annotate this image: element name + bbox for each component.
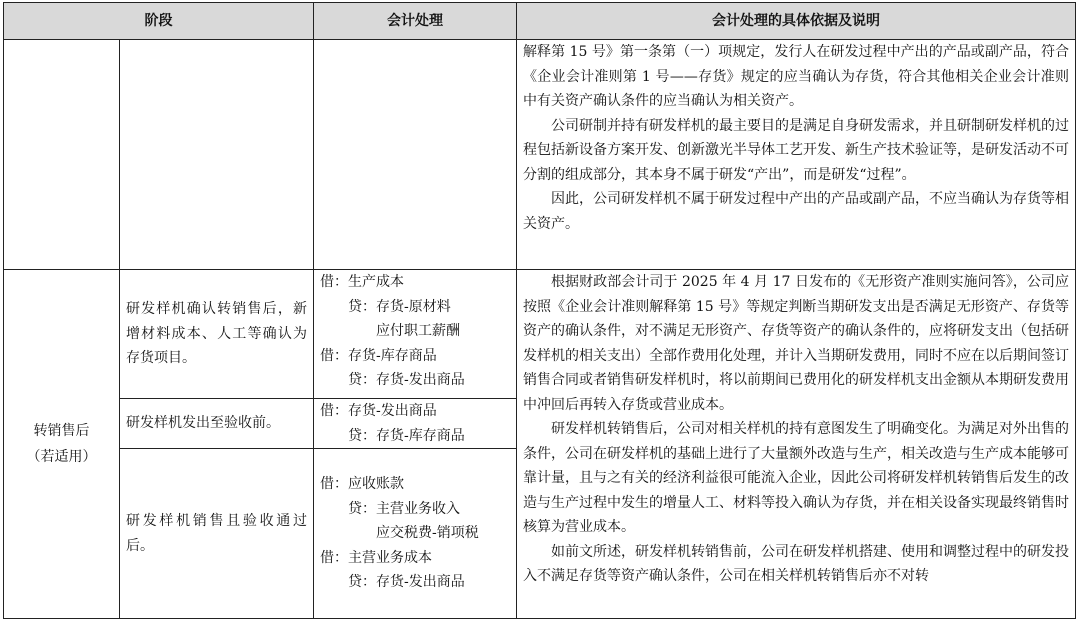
entries-cell [314,449,517,619]
basis-paragraph: 根据财政部会计司于 2025 年 4 月 17 日发布的《无形资产准则实施问答》，公司应按照《企业会计准则解释第 15 号》等规定判断当期研发支出是否满足无形资产、存货等资产的确认条件，对不满足无形资产、存货等资产的确认条件的，应将研发支出（包括研发样机的相关支出）全部作费用化处理，并计入当期研发费用，同时不应在以后期间签订销售合同或者销售研发样机时，将以前期间已费用化的研发样机支出金额从本期研发费用中冲回后再转入存货或营业成本。 [523,274,1069,413]
header-stage: 阶段 [4,3,314,40]
journal-entry: 应付职工薪酬 [376,323,460,339]
journal-entry: 应交税费-销项税 [376,525,479,542]
header-basis: 会计处理的具体依据及说明 [517,3,1076,40]
journal-entry: 借：应收账款 [320,476,404,493]
empty-treatment-cell [314,40,517,270]
desc-cell [120,270,314,399]
basis-paragraph: 研发样机转销售后，公司对相关样机的持有意图发生了明确变化。为满足对外出售的条件，公司在研发样机的基础上进行了大量额外改造与生产，相关改造与生产成本能够可靠计量，且与之有关的经济利益很可能流入企业，因此公司将研发样机转销售后发生的改造与生产过程中发生的增量人工、材料等投入确认为存货，并在相关设备实现最终销售时核算为营业成本。 [523,421,1069,535]
desc-text: 研发样机发出至验收前。 [126,415,280,432]
desc-cell [120,449,314,619]
desc-text: 研发样机确认转销售后，新增材料成本、人工等确认为存货项目。 [126,301,307,367]
journal-entry: 贷：存货-原材料 [348,298,451,315]
basis-paragraph: 解释第 15 号》第一条第（一）项规定，发行人在研发过程中产出的产品或副产品，符合《企业会计准则第 1 号——存货》规定的应当确认为存货，符合其他相关企业会计准则中有关资产确认条件的应当确认为相关资产。 [523,44,1069,109]
table-row [4,40,1076,270]
journal-entry: 贷：存货-发出商品 [348,372,465,388]
basis-cell [517,270,1076,619]
basis-paragraph: 公司研制并持有研发样机的最主要目的是满足自身研发需求，并且研制研发样机的过程包括新设备方案开发、创新激光半导体工艺开发、新生产技术验证等，是研发活动不可分割的组成部分，其本身不属于研发“产出”，而是研发“过程”。 [523,117,1069,183]
accounting-table [3,2,1076,619]
stage-cell [4,270,120,619]
journal-entry: 贷：主营业务收入 [348,500,460,517]
empty-stage-cell [4,40,120,270]
entries-cell [314,270,517,399]
journal-entry: 贷：存货-发出商品 [348,574,465,591]
journal-entry: 贷：存货-库存商品 [348,427,465,444]
stage-label: 转销售后 [33,423,90,439]
desc-text: 研发样机销售且验收通过后。 [126,513,307,554]
header-row [4,3,1076,40]
empty-desc-cell [120,40,314,270]
stage-note: （若适用） [26,449,97,465]
basis-cell [517,40,1076,270]
basis-paragraph: 因此，公司研发样机不属于研发过程中产出的产品或副产品，不应当确认为存货等相关资产。 [523,191,1069,232]
header-treatment: 会计处理 [314,3,517,40]
table-row [4,270,1076,399]
journal-entry: 借：生产成本 [320,274,404,290]
desc-cell [120,399,314,449]
journal-entry: 借：存货-发出商品 [320,403,437,419]
journal-entry: 借：存货-库存商品 [320,347,437,364]
basis-paragraph: 如前文所述，研发样机转销售前，公司在研发样机搭建、使用和调整过程中的研发投入不满足存货等资产确认条件，公司在相关样机转销售后亦不对转 [523,543,1069,584]
entries-cell [314,399,517,449]
journal-entry: 借：主营业务成本 [320,549,432,566]
